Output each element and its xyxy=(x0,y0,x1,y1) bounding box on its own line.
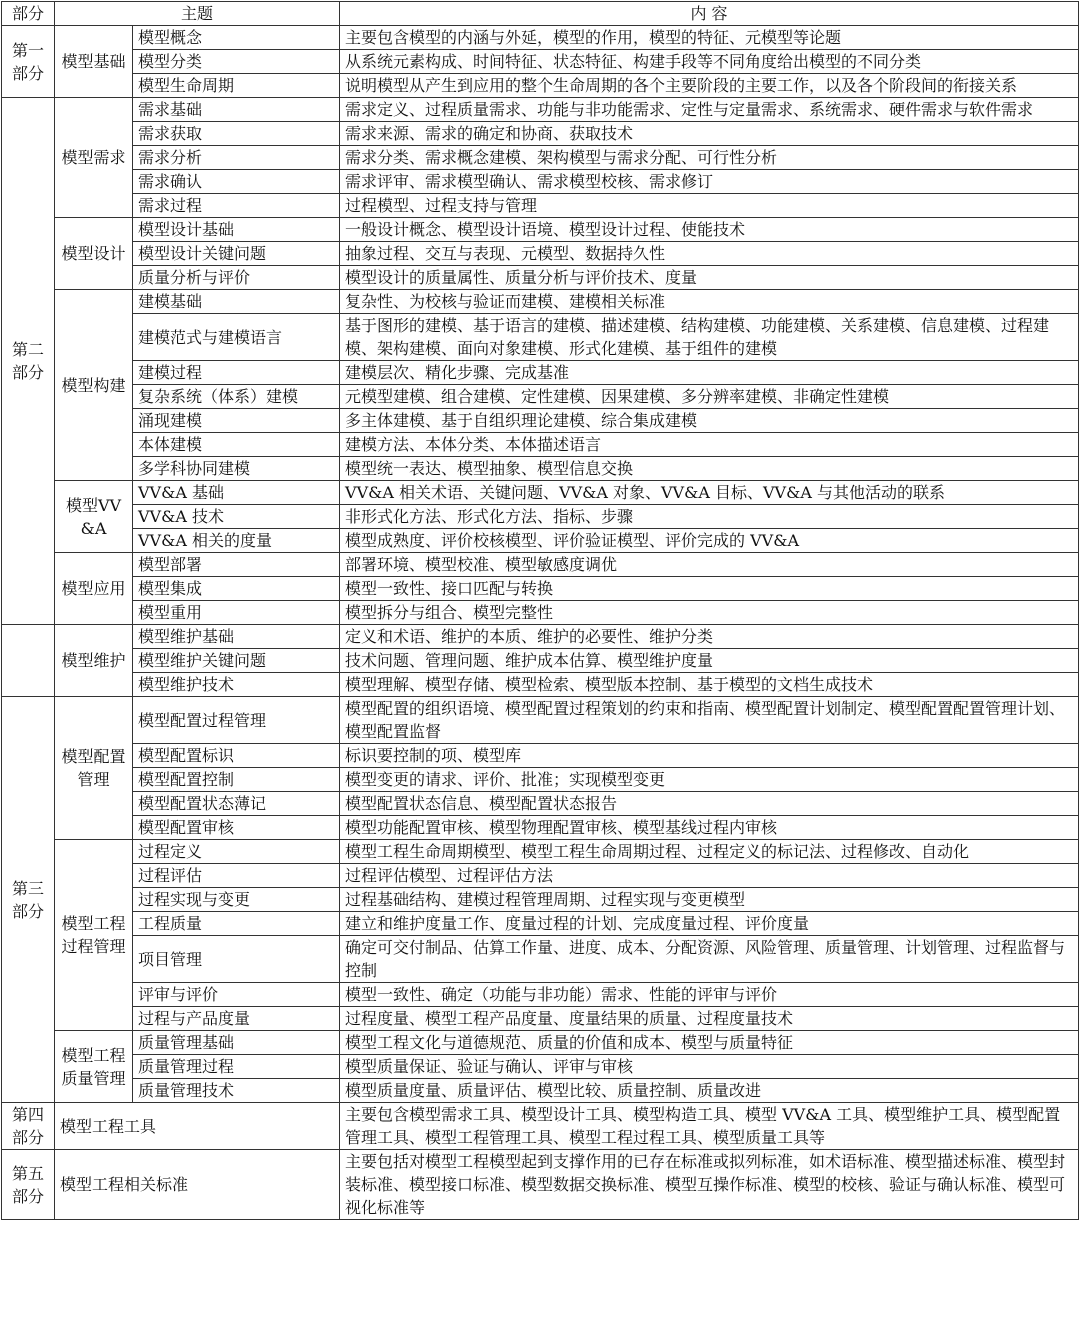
table-row xyxy=(2,1103,1079,1150)
content-cell: 主要包括对模型工程模型起到支撑作用的已存在标准或拟列标准，如术语标准、模型描述标准、模型封装标准、模型接口标准、模型数据交换标准、模型互操作标准、模型的校核、验证与确认标准、模型可视化标准等 xyxy=(340,1150,1079,1220)
content-cell: 模型配置状态信息、模型配置状态报告 xyxy=(340,792,1079,816)
table-row xyxy=(2,385,1079,409)
topic-cell: 评审与评价 xyxy=(133,983,340,1007)
table-row xyxy=(2,122,1079,146)
topic-cell: 质量管理基础 xyxy=(133,1031,340,1055)
table-row xyxy=(2,768,1079,792)
content-cell: 建立和维护度量工作、度量过程的计划、完成度量过程、评价度量 xyxy=(340,912,1079,936)
topic-cell: 需求确认 xyxy=(133,170,340,194)
table-row xyxy=(2,888,1079,912)
content-cell: 定义和术语、维护的本质、维护的必要性、维护分类 xyxy=(340,625,1079,649)
topic-cell: 过程评估 xyxy=(133,864,340,888)
content-cell: 一般设计概念、模型设计语境、模型设计过程、使能技术 xyxy=(340,218,1079,242)
table-row xyxy=(2,409,1079,433)
content-cell: VV&A 相关术语、关键问题、VV&A 对象、VV&A 目标、VV&A 与其他活动的联系 xyxy=(340,481,1079,505)
content-cell: 需求来源、需求的确定和协商、获取技术 xyxy=(340,122,1079,146)
group-label: 模型维护 xyxy=(55,625,133,697)
part-label: 第四部分 xyxy=(2,1103,55,1150)
table-row xyxy=(2,1055,1079,1079)
header-part: 部分 xyxy=(2,2,55,26)
table-row xyxy=(2,242,1079,266)
table-row xyxy=(2,74,1079,98)
content-cell: 模型工程生命周期模型、模型工程生命周期过程、过程定义的标记法、过程修改、自动化 xyxy=(340,840,1079,864)
table-row xyxy=(2,577,1079,601)
table-row xyxy=(2,194,1079,218)
group-label: 模型应用 xyxy=(55,553,133,625)
group-label: 模型基础 xyxy=(55,26,133,98)
content-cell: 基于图形的建模、基于语言的建模、描述建模、结构建模、功能建模、关系建模、信息建模、过程建模、架构建模、面向对象建模、形式化建模、基于组件的建模 xyxy=(340,314,1079,361)
topic-cell: VV&A 基础 xyxy=(133,481,340,505)
topic-cell: VV&A 相关的度量 xyxy=(133,529,340,553)
table-row xyxy=(2,146,1079,170)
topic-cell: 模型维护技术 xyxy=(133,673,340,697)
content-cell: 部署环境、模型校准、模型敏感度调优 xyxy=(340,553,1079,577)
topic-cell: 模型配置控制 xyxy=(133,768,340,792)
group-label: 模型VV&A xyxy=(55,481,133,553)
content-cell: 非形式化方法、形式化方法、指标、步骤 xyxy=(340,505,1079,529)
table-row xyxy=(2,481,1079,505)
topic-cell: 模型重用 xyxy=(133,601,340,625)
content-cell: 说明模型从产生到应用的整个生命周期的各个主要阶段的主要工作，以及各个阶段间的衔接关系 xyxy=(340,74,1079,98)
topic-cell: 建模过程 xyxy=(133,361,340,385)
topic-cell: 涌现建模 xyxy=(133,409,340,433)
topic-cell: 需求过程 xyxy=(133,194,340,218)
knowledge-table xyxy=(1,1,1079,1220)
content-cell: 模型一致性、确定（功能与非功能）需求、性能的评审与评价 xyxy=(340,983,1079,1007)
topic-cell: 模型生命周期 xyxy=(133,74,340,98)
topic-cell: 模型配置标识 xyxy=(133,744,340,768)
topic-cell: 模型概念 xyxy=(133,26,340,50)
header-content: 内 容 xyxy=(340,2,1079,26)
content-cell: 模型变更的请求、评价、批准；实现模型变更 xyxy=(340,768,1079,792)
table-row xyxy=(2,816,1079,840)
topic-cell: 项目管理 xyxy=(133,936,340,983)
topic-cell: 质量管理技术 xyxy=(133,1079,340,1103)
content-cell: 模型统一表达、模型抽象、模型信息交换 xyxy=(340,457,1079,481)
table-row xyxy=(2,290,1079,314)
topic-cell: VV&A 技术 xyxy=(133,505,340,529)
content-cell: 过程度量、模型工程产品度量、度量结果的质量、过程度量技术 xyxy=(340,1007,1079,1031)
content-cell: 过程基础结构、建模过程管理周期、过程实现与变更模型 xyxy=(340,888,1079,912)
content-cell: 多主体建模、基于自组织理论建模、综合集成建模 xyxy=(340,409,1079,433)
table-row xyxy=(2,98,1079,122)
part-label: 第一部分 xyxy=(2,26,55,98)
table-row xyxy=(2,744,1079,768)
content-cell: 过程评估模型、过程评估方法 xyxy=(340,864,1079,888)
topic-cell: 需求获取 xyxy=(133,122,340,146)
group-label: 模型构建 xyxy=(55,290,133,481)
content-cell: 抽象过程、交互与表现、元模型、数据持久性 xyxy=(340,242,1079,266)
table-row xyxy=(2,1007,1079,1031)
topic-cell: 模型工程相关标准 xyxy=(55,1150,340,1220)
content-cell: 过程模型、过程支持与管理 xyxy=(340,194,1079,218)
topic-cell: 工程质量 xyxy=(133,912,340,936)
content-cell: 模型功能配置审核、模型物理配置审核、模型基线过程内审核 xyxy=(340,816,1079,840)
table-row xyxy=(2,601,1079,625)
content-cell: 模型配置的组织语境、模型配置过程策划的约束和指南、模型配置计划制定、模型配置配置管理计划、模型配置监督 xyxy=(340,697,1079,744)
part-label: 第五部分 xyxy=(2,1150,55,1220)
table-row xyxy=(2,840,1079,864)
topic-cell: 多学科协同建模 xyxy=(133,457,340,481)
content-cell: 复杂性、为校核与验证而建模、建模相关标准 xyxy=(340,290,1079,314)
topic-cell: 质量分析与评价 xyxy=(133,266,340,290)
topic-cell: 模型集成 xyxy=(133,577,340,601)
table-row xyxy=(2,673,1079,697)
table-row xyxy=(2,529,1079,553)
content-cell: 建模方法、本体分类、本体描述语言 xyxy=(340,433,1079,457)
content-cell: 模型质量保证、验证与确认、评审与审核 xyxy=(340,1055,1079,1079)
content-cell: 确定可交付制品、估算工作量、进度、成本、分配资源、风险管理、质量管理、计划管理、过程监督与控制 xyxy=(340,936,1079,983)
content-cell: 主要包含模型需求工具、模型设计工具、模型构造工具、模型 VV&A 工具、模型维护工具、模型配置管理工具、模型工程管理工具、模型工程过程工具、模型质量工具等 xyxy=(340,1103,1079,1150)
table-row xyxy=(2,457,1079,481)
topic-cell: 本体建模 xyxy=(133,433,340,457)
content-cell: 元模型建模、组合建模、定性建模、因果建模、多分辨率建模、非确定性建模 xyxy=(340,385,1079,409)
table-row xyxy=(2,314,1079,361)
content-cell: 主要包含模型的内涵与外延，模型的作用，模型的特征、元模型等论题 xyxy=(340,26,1079,50)
group-label: 模型工程质量管理 xyxy=(55,1031,133,1103)
header-topic: 主题 xyxy=(55,2,340,26)
table-row xyxy=(2,912,1079,936)
part-label: 第二部分 xyxy=(2,98,55,625)
table-row xyxy=(2,983,1079,1007)
content-cell: 建模层次、精化步骤、完成基准 xyxy=(340,361,1079,385)
table-row xyxy=(2,361,1079,385)
content-cell: 模型理解、模型存储、模型检索、模型版本控制、基于模型的文档生成技术 xyxy=(340,673,1079,697)
table-row xyxy=(2,505,1079,529)
table-row xyxy=(2,649,1079,673)
topic-cell: 模型设计基础 xyxy=(133,218,340,242)
topic-cell: 过程与产品度量 xyxy=(133,1007,340,1031)
content-cell: 需求定义、过程质量需求、功能与非功能需求、定性与定量需求、系统需求、硬件需求与软件需求 xyxy=(340,98,1079,122)
content-cell: 模型一致性、接口匹配与转换 xyxy=(340,577,1079,601)
topic-cell: 模型配置过程管理 xyxy=(133,697,340,744)
topic-cell: 模型部署 xyxy=(133,553,340,577)
topic-cell: 模型配置状态薄记 xyxy=(133,792,340,816)
part-label: 第三部分 xyxy=(2,697,55,1103)
content-cell: 标识要控制的项、模型库 xyxy=(340,744,1079,768)
group-label: 模型设计 xyxy=(55,218,133,290)
content-cell: 模型成熟度、评价校核模型、评价验证模型、评价完成的 VV&A xyxy=(340,529,1079,553)
topic-cell: 模型维护基础 xyxy=(133,625,340,649)
table-row xyxy=(2,1079,1079,1103)
group-label: 模型配置管理 xyxy=(55,697,133,840)
header-row xyxy=(2,2,1079,26)
topic-cell: 建模范式与建模语言 xyxy=(133,314,340,361)
table-row xyxy=(2,26,1079,50)
content-cell: 技术问题、管理问题、维护成本估算、模型维护度量 xyxy=(340,649,1079,673)
topic-cell: 质量管理过程 xyxy=(133,1055,340,1079)
topic-cell: 过程实现与变更 xyxy=(133,888,340,912)
content-cell: 模型设计的质量属性、质量分析与评价技术、度量 xyxy=(340,266,1079,290)
table-row xyxy=(2,50,1079,74)
topic-cell: 需求分析 xyxy=(133,146,340,170)
topic-cell: 过程定义 xyxy=(133,840,340,864)
table-row xyxy=(2,792,1079,816)
table-row xyxy=(2,1150,1079,1220)
topic-cell: 建模基础 xyxy=(133,290,340,314)
part-label xyxy=(2,625,55,697)
table-row xyxy=(2,864,1079,888)
topic-cell: 模型分类 xyxy=(133,50,340,74)
table-row xyxy=(2,170,1079,194)
topic-cell: 模型工程工具 xyxy=(55,1103,340,1150)
content-cell: 模型质量度量、质量评估、模型比较、质量控制、质量改进 xyxy=(340,1079,1079,1103)
content-cell: 从系统元素构成、时间特征、状态特征、构建手段等不同角度给出模型的不同分类 xyxy=(340,50,1079,74)
group-label: 模型工程过程管理 xyxy=(55,840,133,1031)
table-row xyxy=(2,433,1079,457)
topic-cell: 模型配置审核 xyxy=(133,816,340,840)
table-row xyxy=(2,697,1079,744)
topic-cell: 模型设计关键问题 xyxy=(133,242,340,266)
table-row xyxy=(2,266,1079,290)
topic-cell: 复杂系统（体系）建模 xyxy=(133,385,340,409)
table-row xyxy=(2,218,1079,242)
content-cell: 需求分类、需求概念建模、架构模型与需求分配、可行性分析 xyxy=(340,146,1079,170)
content-cell: 模型拆分与组合、模型完整性 xyxy=(340,601,1079,625)
table-row xyxy=(2,1031,1079,1055)
content-cell: 需求评审、需求模型确认、需求模型校核、需求修订 xyxy=(340,170,1079,194)
group-label: 模型需求 xyxy=(55,98,133,218)
topic-cell: 模型维护关键问题 xyxy=(133,649,340,673)
table-row xyxy=(2,553,1079,577)
table-row xyxy=(2,936,1079,983)
topic-cell: 需求基础 xyxy=(133,98,340,122)
content-cell: 模型工程文化与道德规范、质量的价值和成本、模型与质量特征 xyxy=(340,1031,1079,1055)
table-row xyxy=(2,625,1079,649)
